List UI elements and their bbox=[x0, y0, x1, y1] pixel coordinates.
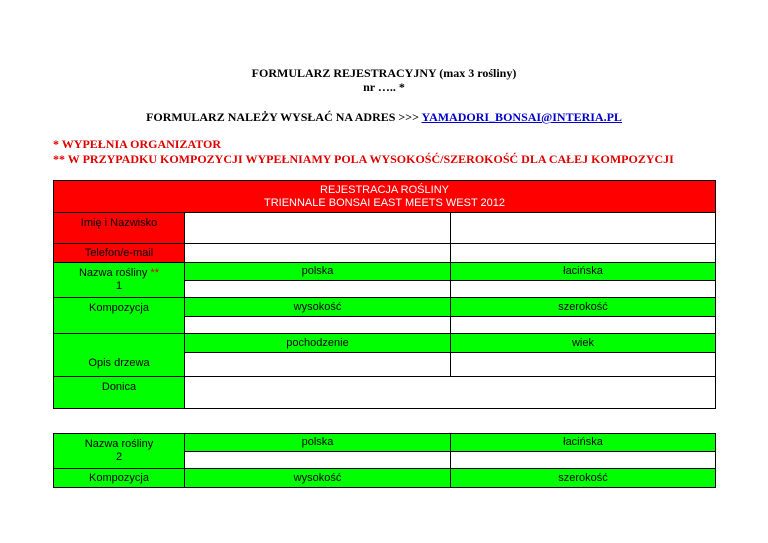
plant-number-2: 2 bbox=[115, 451, 123, 463]
composition-label-2: Kompozycja bbox=[53, 468, 185, 488]
col-height-2: wysokość bbox=[184, 468, 451, 488]
plant-name-label-1: Nazwa rośliny ** 1 bbox=[53, 262, 185, 298]
age-input[interactable] bbox=[450, 352, 716, 377]
polish-name-input-2[interactable] bbox=[184, 451, 451, 469]
origin-input[interactable] bbox=[184, 352, 451, 377]
col-latin-2: łacińska bbox=[450, 433, 716, 452]
latin-name-input-1[interactable] bbox=[450, 280, 716, 298]
pot-input[interactable] bbox=[184, 376, 716, 409]
phone-label: Telefon/e-mail bbox=[53, 243, 185, 263]
send-instruction bbox=[0, 110, 768, 125]
description-label: Opis drzewa bbox=[53, 333, 185, 377]
plant-name-label-2: Nazwa rośliny 2 bbox=[53, 433, 185, 469]
registration-title: REJESTRACJA ROŚLINY bbox=[320, 183, 449, 196]
email-link[interactable]: YAMADORI_BONSAI@INTERIA.PL bbox=[421, 110, 622, 124]
plant-number-1: 1 bbox=[115, 280, 123, 292]
col-origin: pochodzenie bbox=[184, 333, 451, 353]
name-input-2[interactable] bbox=[450, 212, 716, 244]
width-input-1[interactable] bbox=[450, 316, 716, 334]
col-polish-1: polska bbox=[184, 262, 451, 281]
col-polish-2: polska bbox=[184, 433, 451, 452]
name-input-1[interactable] bbox=[184, 212, 451, 244]
send-prefix: FORMULARZ NALEŻY WYSŁAĆ NA ADRES >>> bbox=[146, 110, 422, 124]
name-label: Imię i Nazwisko bbox=[53, 212, 185, 244]
polish-name-input-1[interactable] bbox=[184, 280, 451, 298]
composition-label-1: Kompozycja bbox=[53, 297, 185, 334]
pot-label: Donica bbox=[53, 376, 185, 409]
organizer-note: * WYPEŁNIA ORGANIZATOR bbox=[53, 137, 222, 151]
double-star-marker: ** bbox=[150, 267, 160, 279]
height-input-1[interactable] bbox=[184, 316, 451, 334]
col-age: wiek bbox=[450, 333, 716, 353]
form-title: FORMULARZ REJESTRACYJNY (max 3 rośliny) bbox=[251, 66, 517, 80]
number-line: nr ….. * bbox=[363, 80, 405, 94]
col-width-2: szerokość bbox=[450, 468, 716, 488]
phone-input-1[interactable] bbox=[184, 243, 451, 263]
phone-input-2[interactable] bbox=[450, 243, 716, 263]
event-name: TRIENNALE BONSAI EAST MEETS WEST 2012 bbox=[263, 196, 506, 209]
latin-name-input-2[interactable] bbox=[450, 451, 716, 469]
col-width-1: szerokość bbox=[450, 297, 716, 317]
composition-note: ** W PRZYPADKU KOMPOZYCJI WYPEŁNIAMY POLA WYSOKOŚĆ/SZEROKOŚĆ DLA CAŁEJ KOMPOZYCJI bbox=[53, 152, 674, 166]
col-latin-1: łacińska bbox=[450, 262, 716, 281]
col-height-1: wysokość bbox=[184, 297, 451, 317]
registration-header bbox=[53, 180, 716, 213]
